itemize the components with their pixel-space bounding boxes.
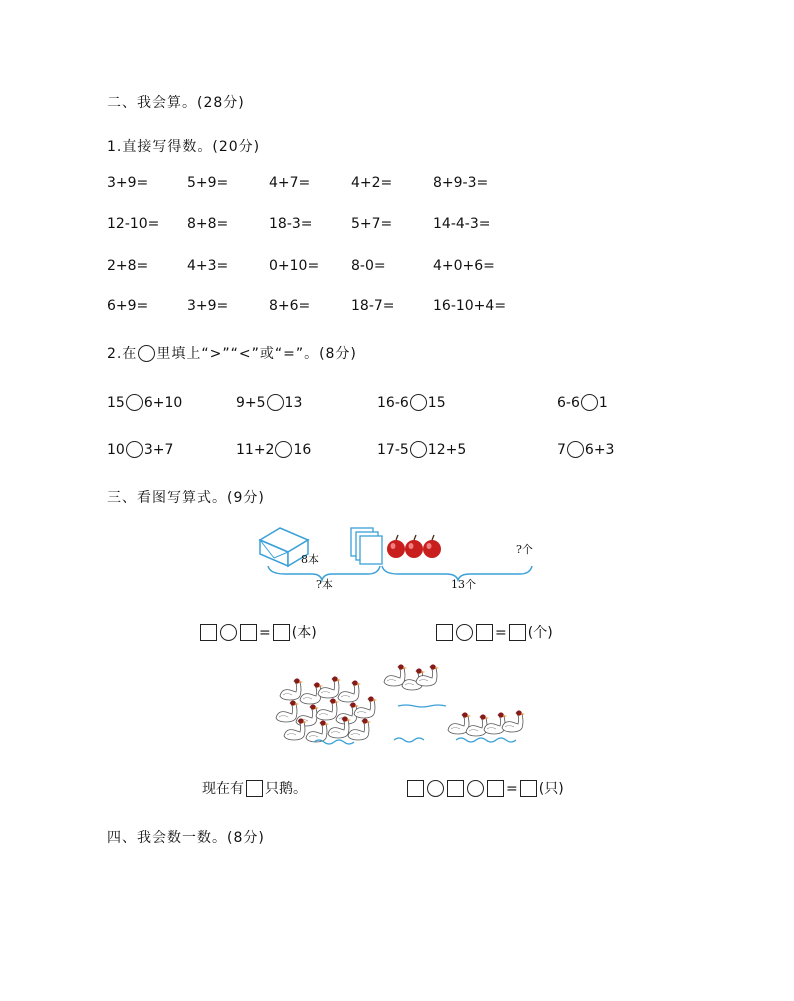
answer-box[interactable] <box>407 780 424 797</box>
arithmetic-problem: 4+7= <box>269 175 311 191</box>
right-expression: 1 <box>598 395 608 411</box>
compare-circle[interactable] <box>410 394 427 411</box>
arithmetic-problem: 4+2= <box>351 175 393 191</box>
arithmetic-problem: 5+7= <box>351 216 393 232</box>
arithmetic-problem: 6+9= <box>107 298 149 314</box>
arithmetic-problem: 18-3= <box>269 216 313 232</box>
comparison-problem <box>377 394 446 411</box>
arithmetic-problem: 3+9= <box>187 298 229 314</box>
arithmetic-problem: 16-10+4= <box>433 298 507 314</box>
right-expression: 16 <box>293 442 312 458</box>
left-expression: 16-6 <box>377 395 409 411</box>
equation-apples: = (个) <box>434 622 553 642</box>
answer-box[interactable] <box>520 780 537 797</box>
right-expression: 13 <box>284 395 303 411</box>
answer-box[interactable] <box>240 624 257 641</box>
unit-label: (只) <box>538 781 564 797</box>
operator-circle[interactable] <box>467 780 484 797</box>
left-expression: 11+2 <box>236 442 275 458</box>
arithmetic-problem: 14-4-3= <box>433 216 491 232</box>
answer-box[interactable] <box>447 780 464 797</box>
comparison-problem <box>236 441 311 458</box>
left-expression: 15 <box>107 395 125 411</box>
section3-title: 三、看图写算式。(9分) <box>107 490 265 506</box>
apple-icon <box>423 535 441 558</box>
arithmetic-problem: 4+3= <box>187 258 229 274</box>
arithmetic-problem: 2+8= <box>107 258 149 274</box>
comparison-problem <box>557 394 608 411</box>
arithmetic-problem: 18-7= <box>351 298 395 314</box>
answer-box[interactable] <box>509 624 526 641</box>
answer-box[interactable] <box>476 624 493 641</box>
operator-circle[interactable] <box>456 624 473 641</box>
comparison-problem <box>107 441 173 458</box>
compare-circle[interactable] <box>267 394 284 411</box>
unit-label: (本) <box>291 625 317 641</box>
right-expression: 6+3 <box>584 442 615 458</box>
geese-text-prefix: 现在有 <box>202 781 244 797</box>
right-expression: 15 <box>427 395 446 411</box>
compare-circle[interactable] <box>581 394 598 411</box>
geese-count-sentence <box>202 778 307 798</box>
unit-label: (个) <box>527 625 553 641</box>
right-expression: 3+7 <box>143 442 174 458</box>
equation-books: = (本) <box>198 622 317 642</box>
left-expression: 10 <box>107 442 125 458</box>
answer-box[interactable] <box>273 624 290 641</box>
label-apples-unknown: ?个 <box>516 543 533 556</box>
section4-title: 四、我会数一数。(8分) <box>107 830 265 846</box>
label-books: 8本 <box>301 553 319 566</box>
arithmetic-problem: 8+8= <box>187 216 229 232</box>
circle-blank-icon <box>138 345 155 362</box>
answer-box[interactable] <box>436 624 453 641</box>
q2-title-prefix: 2.在 <box>107 346 138 362</box>
apple-icon <box>405 535 423 558</box>
compare-circle[interactable] <box>126 441 143 458</box>
equation-geese: = (只) <box>405 778 564 798</box>
answer-box[interactable] <box>246 780 263 797</box>
operator-circle[interactable] <box>427 780 444 797</box>
arithmetic-problem: 0+10= <box>269 258 320 274</box>
arithmetic-problem: 8+9-3= <box>433 175 489 191</box>
right-expression: 12+5 <box>427 442 467 458</box>
compare-circle[interactable] <box>275 441 292 458</box>
arithmetic-problem: 8+6= <box>269 298 311 314</box>
right-expression: 6+10 <box>143 395 183 411</box>
left-expression: 6-6 <box>557 395 580 411</box>
arithmetic-problem: 5+9= <box>187 175 229 191</box>
compare-circle[interactable] <box>126 394 143 411</box>
apple-icon <box>387 535 405 558</box>
compare-circle[interactable] <box>567 441 584 458</box>
comparison-problem <box>557 441 614 458</box>
section2-title: 二、我会算。(28分) <box>107 95 245 111</box>
left-expression: 17-5 <box>377 442 409 458</box>
arithmetic-problem: 12-10= <box>107 216 160 232</box>
arithmetic-problem: 3+9= <box>107 175 149 191</box>
geese-group-left <box>276 676 377 742</box>
q1-title: 1.直接写得数。(20分) <box>107 139 261 155</box>
compare-circle[interactable] <box>410 441 427 458</box>
arithmetic-problem: 4+0+6= <box>433 258 495 274</box>
left-expression: 9+5 <box>236 395 266 411</box>
books-stack-icon <box>351 528 382 564</box>
operator-circle[interactable] <box>220 624 237 641</box>
left-expression: 7 <box>557 442 566 458</box>
arithmetic-problem: 8-0= <box>351 258 386 274</box>
geese-figure <box>270 660 540 755</box>
comparison-problem <box>377 441 466 458</box>
geese-group-right <box>448 710 525 736</box>
q2-title-suffix: 里填上“>”“<”或“=”。(8分) <box>156 346 357 362</box>
label-total-apples: 13个 <box>451 578 476 591</box>
answer-box[interactable] <box>200 624 217 641</box>
comparison-problem <box>107 394 182 411</box>
books-apples-figure <box>250 518 540 596</box>
geese-group-top <box>384 664 439 690</box>
geese-text-suffix: 只鹅。 <box>265 781 307 797</box>
comparison-problem <box>236 394 302 411</box>
answer-box[interactable] <box>487 780 504 797</box>
label-total-books: ?本 <box>316 578 333 591</box>
q2-title <box>107 343 357 363</box>
